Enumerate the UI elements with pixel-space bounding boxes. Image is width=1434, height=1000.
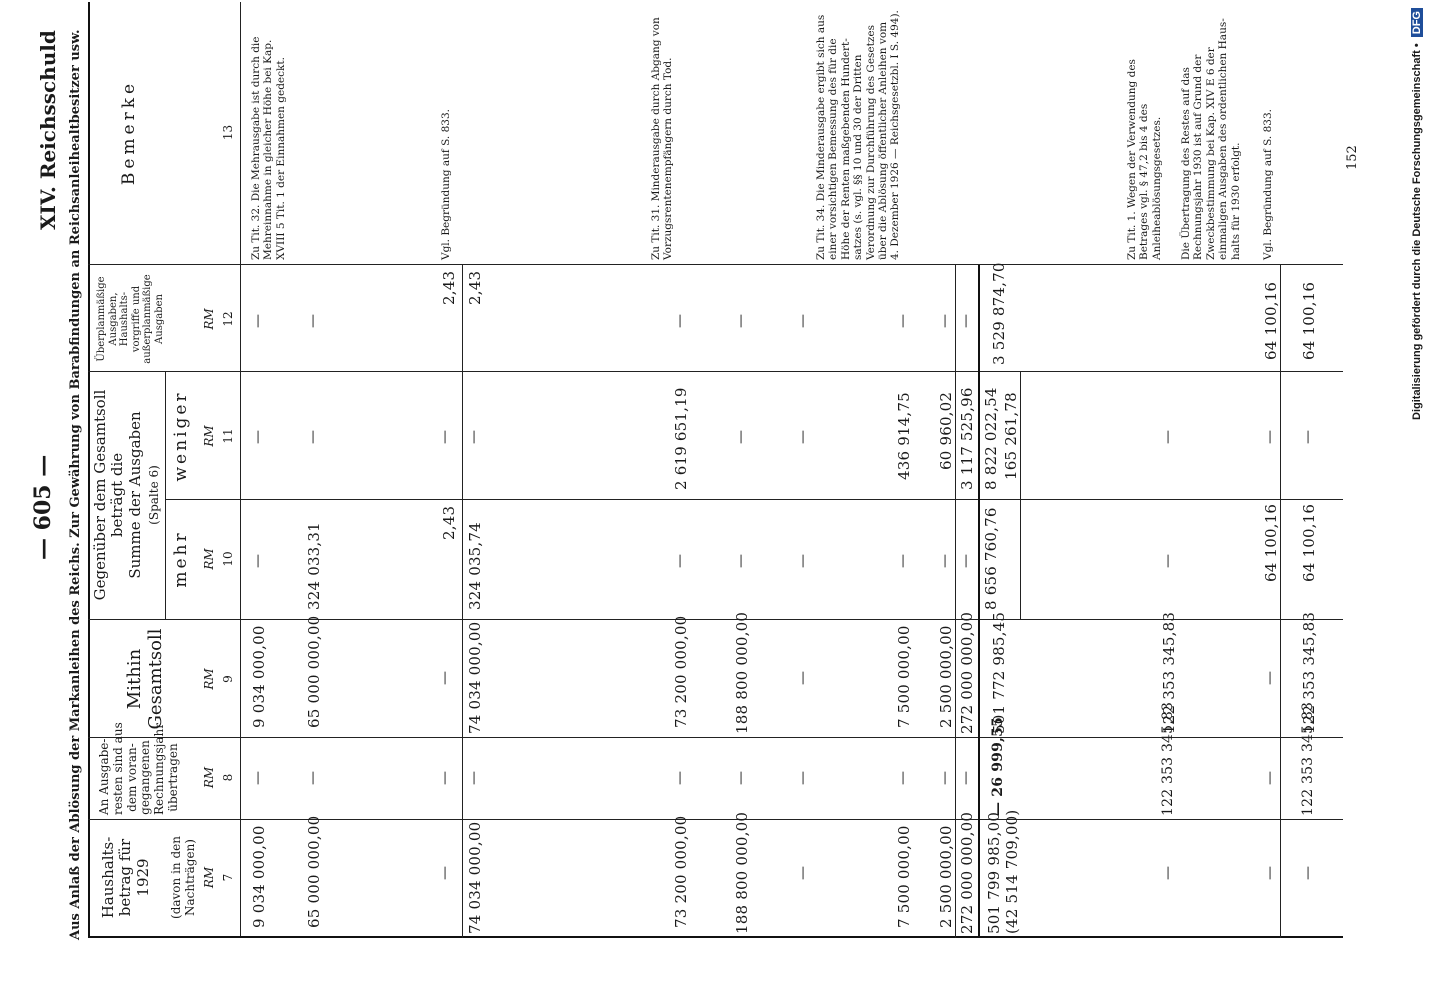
sum2-c11: 3 117 525,96 [958, 387, 976, 490]
col7-unit: RM [202, 866, 216, 889]
sum3-c10: 64 100,16 [1300, 503, 1318, 582]
note-5: Zu Tit. 1. Wegen der Verwendung des Betrages vgl. § 47,2 bis 4 des Anleiheablösungsgesetzes. [1126, 59, 1163, 260]
r1-c9: 9 034 000,00 [250, 625, 268, 728]
r7-c7: 2 500 000,00 [937, 825, 955, 928]
col8-num: 8 [221, 773, 235, 782]
r6-c10-dash: — [895, 554, 911, 568]
dfg-note: Digitalisierung gefördert durch die Deutsche Forschungsgemeinschaft • [1411, 43, 1423, 420]
total-c10: 8 656 760,76 [982, 507, 1000, 610]
r7-c11: 60 960,02 [937, 391, 955, 470]
r1-c10-dash: — [250, 554, 266, 568]
rb-c7-dash: — [795, 866, 811, 880]
rb-c9-dash: — [795, 671, 811, 685]
total-c11b: 165 261,78 [1002, 392, 1020, 480]
r5-c12-dash: — [733, 314, 749, 328]
col-left-rule [88, 936, 1343, 938]
col11-unit: RM [202, 425, 216, 447]
col-rule-10 [88, 619, 1343, 620]
r5-c8-dash: — [733, 771, 749, 785]
r5-c11-dash: — [733, 430, 749, 444]
dfg-credit-text [1411, 8, 1431, 993]
r7-c9: 2 500 000,00 [937, 625, 955, 728]
total-rule [978, 265, 980, 938]
col7-num: 7 [221, 873, 235, 882]
sum2-c12-dash: — [958, 314, 974, 328]
note-7: Vgl. Begründung auf S. 833. [1262, 109, 1274, 260]
dfg-credit [1411, 8, 1431, 993]
sum1-c10: 324 035,74 [466, 522, 484, 610]
sum3-c12: 64 100,16 [1300, 281, 1318, 360]
r9-c8-dash: — [1262, 771, 1278, 785]
r4-c10-dash: — [672, 554, 688, 568]
r8-c7-dash: — [1160, 866, 1176, 880]
note-6: Die Übertragung des Restes auf das Rechnungsjahr 1930 ist auf Grund der Zweckbestimmung bei Kap. XIV E 6 der einmaligen Ausgaben des ordentlichen Haushalts für 1930 erfolgt. [1180, 18, 1242, 260]
header-bottom-rule [240, 2, 241, 938]
col11-title: weniger [171, 390, 191, 482]
rb-c12-dash: — [795, 314, 811, 328]
sum1-c12: 2,43 [466, 270, 484, 305]
r3-c10: 2,43 [440, 505, 458, 540]
col9-title: Mithin Gesamtsoll [124, 628, 166, 730]
col10-unit: RM [202, 548, 216, 570]
sum1-rule [462, 265, 463, 938]
col7-sub: (davon in den Nachträgen) [169, 836, 197, 919]
col12-num: 12 [221, 311, 235, 327]
r2-c8-dash: — [305, 771, 321, 785]
group-sub: (Spalte 6) [147, 465, 161, 525]
r9-c9-dash: — [1262, 671, 1278, 685]
col9-num: 9 [221, 675, 235, 683]
r4-c11: 2 619 651,19 [672, 387, 690, 490]
r8-c9: 122 353 345,83 [1160, 611, 1178, 734]
r6-c11: 436 914,75 [895, 392, 913, 480]
r1-c8-dash: — [250, 771, 266, 785]
section-title: XIV. Reichsschuld [36, 30, 60, 230]
note-4: Zu Tit. 34. Die Minderausgabe ergibt sich aus einer vorsichtigen Bemessung des für die Höhe der Renten maßgebenden Hundertsatzes (s. vgl. §§ 10 und 30 der Dritten Verordnung zur Durchführung des Gesetzes über die Ablösung öffentlicher Anleihen vom 4. Dezember 1926 — Reichsgesetzbl. I S. 494). [815, 10, 902, 260]
sum2-c7: 272 000 000,00 [958, 811, 976, 934]
r2-c12-dash: — [305, 314, 321, 328]
r5-c9: 188 800 000,00 [733, 611, 751, 734]
col10-num: 10 [221, 551, 235, 567]
r6-c12-dash: — [895, 314, 911, 328]
r2-c7: 65 000 000,00 [305, 815, 323, 928]
r6-c9: 7 500 000,00 [895, 625, 913, 728]
col12-unit: RM [202, 308, 216, 330]
r9-c7-dash: — [1262, 866, 1278, 880]
r9-c11-dash: — [1262, 430, 1278, 444]
r4-c8-dash: — [672, 771, 688, 785]
r6-c7: 7 500 000,00 [895, 825, 913, 928]
sum3-c11-dash: — [1300, 430, 1316, 444]
col9-unit: RM [202, 668, 216, 690]
note-2: Vgl. Begründung auf S. 833. [440, 109, 452, 260]
col7-title: Haushalts- betrag für 1929 [99, 836, 152, 919]
page-number: — 605 — [30, 454, 56, 560]
total-c12: 3 529 874,70 [990, 262, 1008, 365]
col8-unit: RM [202, 766, 216, 789]
r8-c8: 122 353 345,83 [1160, 701, 1176, 816]
col-rule-12 [88, 371, 1343, 372]
footer-page-number: 152 [1345, 145, 1360, 170]
r9-c12: 64 100,16 [1262, 281, 1280, 360]
r9-c10: 64 100,16 [1262, 503, 1280, 582]
col13-num: 13 [221, 124, 235, 141]
r1-c12-dash: — [250, 314, 266, 328]
rb-c11-dash: — [795, 430, 811, 444]
r4-c9: 73 200 000,00 [672, 615, 690, 728]
sum2-c9: 272 000 000,00 [958, 611, 976, 734]
col12-title: Überplanmäßige Ausgaben, Haushalts- vorgriffe und außerplanmäßige Ausgaben [96, 274, 165, 364]
sum2-rule [955, 265, 956, 938]
col-rule-9 [88, 737, 1343, 738]
page-title-line: Aus Anlaß der Ablösung der Markanleihen des Reichs. Zur Gewährung von Barabfindungen an Reichsanleihealtbesitzer usw. [68, 29, 83, 940]
note-1: Zu Tit. 32. Die Mehrausgabe ist durch die Mehreinnahme in gleicher Höhe bei Kap. XVIII 5 Tit. 1 der Einnahmen gedeckt. [250, 36, 287, 260]
col11-num: 11 [221, 428, 235, 444]
r2-c9: 65 000 000,00 [305, 615, 323, 728]
total-c7a: 501 799 985,00 [985, 811, 1003, 934]
sum3-c8: 122 353 345,83 [1300, 701, 1316, 816]
total-c11a: 8 822 022,54 [982, 387, 1000, 490]
total-c7b: (42 514 709,00) [1003, 809, 1021, 934]
r7-c8-dash: — [937, 771, 953, 785]
col10-title: mehr [171, 530, 191, 588]
sum1-c11-dash: — [466, 430, 482, 444]
group-rule [165, 372, 166, 620]
rb-c8-dash: — [795, 771, 811, 785]
total-bottom-rule [1020, 372, 1021, 620]
r7-c10-dash: — [937, 554, 953, 568]
dfg-logo: DFG [1411, 8, 1423, 37]
table-top-rule [88, 2, 90, 938]
sum3-c7-dash: — [1300, 866, 1316, 880]
col13-title: Bemerke [119, 79, 139, 186]
total-c9: 501 772 985,45 [990, 611, 1008, 734]
rb-c10-dash: — [795, 554, 811, 568]
sum1-c7: 74 034 000,00 [466, 821, 484, 934]
r1-c11-dash: — [250, 430, 266, 444]
r5-c10-dash: — [733, 554, 749, 568]
r3-c12: 2,43 [440, 270, 458, 305]
r5-c7: 188 800 000,00 [733, 811, 751, 934]
sum3-c9: 122 353 345,83 [1300, 611, 1318, 734]
col-rule-8 [88, 819, 1343, 820]
total-c8: — 26 999,55 [990, 716, 1006, 816]
col-rule-11 [165, 499, 1343, 500]
sum2-c8-dash: — [958, 771, 974, 785]
sum2-c10-dash: — [958, 554, 974, 568]
r8-c10-dash: — [1160, 554, 1176, 568]
r7-c12-dash: — [937, 314, 953, 328]
r3-c9-dash: — [437, 671, 453, 685]
r2-c10: 324 033,31 [305, 522, 323, 610]
r3-c11-dash: — [437, 430, 453, 444]
r8-c11-dash: — [1160, 430, 1176, 444]
r3-c7-dash: — [437, 866, 453, 880]
group-title: Gegenüber dem Gesamtsoll beträgt die Summe der Ausgaben [91, 389, 144, 601]
note-3: Zu Tit. 31. Minderausgabe durch Abgang von Vorzugsrentenempfängern durch Tod. [650, 17, 675, 260]
col-rule-13 [88, 264, 1343, 265]
sum3-rule [1280, 265, 1281, 938]
sum1-c8-dash: — [466, 771, 482, 785]
col8-title: An Ausgabe- resten sind aus dem voran- gegangenen Rechnungsjahr übertragen [97, 722, 180, 815]
sum1-c9: 74 034 000,00 [466, 621, 484, 734]
r6-c8-dash: — [895, 771, 911, 785]
r1-c7: 9 034 000,00 [250, 825, 268, 928]
r3-c8-dash: — [437, 771, 453, 785]
r4-c12-dash: — [672, 314, 688, 328]
r4-c7: 73 200 000,00 [672, 815, 690, 928]
r2-c11-dash: — [305, 430, 321, 444]
